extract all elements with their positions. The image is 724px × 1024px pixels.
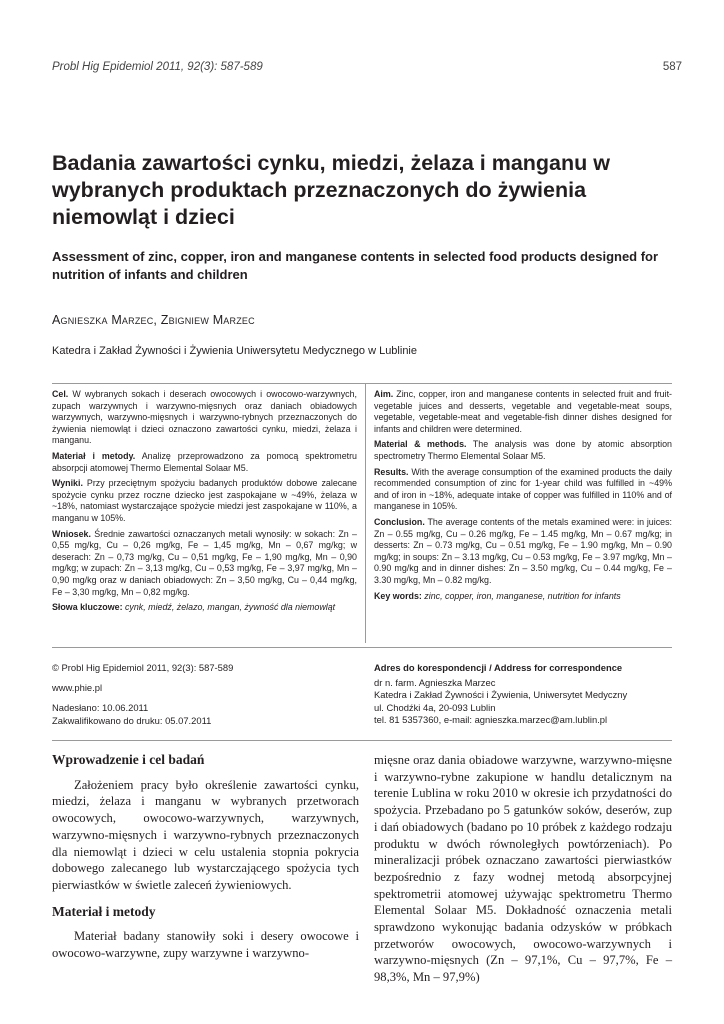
authors: Agnieszka Marzec, Zbigniew Marzec: [52, 313, 255, 327]
correspondence-name: dr n. farm. Agnieszka Marzec: [374, 677, 496, 689]
methods-paragraph: Materiał badany stanowiły soki i desery owocowe i owocowo-warzywne, zupy warzywne i warzywno-: [52, 929, 359, 961]
abstract-wniosek-label: Wniosek.: [52, 528, 91, 539]
article-metadata: [52, 662, 352, 727]
abstract-conclusion-text: The average contents of the metals examined were: in juices: Zn – 0.55 mg/kg, Cu – 0.26 mg/kg, Fe – 1.45 mg/kg, Mn – 0.67 mg/kg; in desserts: Zn – 0.73 mg/kg, Cu – 0.51 mg/kg, Fe – 1.90 mg/kg, Mn – 0.90 mg/kg; in soups: Zn – 3.13 mg/kg, Cu – 0.53 mg/kg, Fe – 3.97 mg/kg, Mn – 0.90 mg/kg and in dinner dishes: Zn – 3.50 mg/kg, Cu – 0.44 mg/kg, Fe – 3.30 mg/kg, Mn – 0.82 mg/kg.: [374, 516, 672, 585]
abstract-polish: [52, 389, 357, 618]
abstract-aim-text: Zinc, copper, iron and manganese contents in selected fruit and fruit-vegetable juices and desserts, vegetable and vegetable-meat soups, vegetable, vegetable-meat and vegetable-fish dinner dishes designed for infants and children were determined.: [374, 389, 672, 434]
body-top-rule: [52, 740, 672, 741]
keywords-en-label: Key words:: [374, 590, 422, 601]
abstract-aim-label: Aim.: [374, 389, 394, 399]
abstract-metody-text: Analizę przeprowadzono za pomocą spektrometru absorpcji atomowej Thermo Elemental Solaar M5.: [52, 450, 357, 473]
correspondence-heading: Adres do korespondencji / Address for correspondence: [374, 662, 623, 673]
abstract-methods-label: Material & methods.: [374, 439, 467, 450]
correspondence-street: ul. Chodźki 4a, 20-093 Lublin: [374, 701, 496, 713]
journal-citation: Probl Hig Epidemiol 2011, 92(3): 587-589: [52, 61, 263, 73]
body-column-right: [374, 752, 672, 986]
keywords-en-text: zinc, copper, iron, manganese, nutrition for infants: [421, 590, 621, 601]
abstract-wyniki-text: Przy przeciętnym spożyciu badanych produktów dobowe zalecane spożycie cynku przez roczne dziecko jest zaspokajane w ~49%, żelaza w ~18%, natomiast wystarczające spożycie miedzi jest zaspokajane w 110%, a manganu w 105%.: [52, 478, 357, 523]
page-number: 587: [662, 61, 682, 73]
website-link[interactable]: www.phie.pl: [52, 682, 103, 694]
abstract-conclusion-label: Conclusion.: [374, 516, 425, 527]
keywords-pl-text: cynk, miedź, żelazo, mangan, żywność dla niemowląt: [122, 602, 336, 613]
received-date: Nadesłano: 10.06.2011: [52, 702, 149, 714]
title-polish: Badania zawartości cynku, miedzi, żelaza i manganu w wybranych produktach przeznaczonych do żywienia niemowląt i dzieci: [52, 151, 610, 229]
correspondence-address: [374, 662, 672, 726]
abstract-results-label: Results.: [374, 466, 409, 477]
abstract-methods-text: The analysis was done by atomic absorption spectrometry Thermo Elemental Solaar M5.: [374, 439, 672, 461]
abstract-top-rule: [52, 383, 672, 384]
abstract-metody-label: Materiał i metody.: [52, 450, 136, 461]
keywords-pl-label: Słowa kluczowe:: [52, 602, 123, 613]
abstract-cel-text: W wybranych sokach i deserach owocowych i owocowo-warzywnych, zupach warzywnych i warzywno-mięsnych oraz daniach obiadowych warzywnych, warzywno-mięsnych i warzywno-rybnych przeznaczonych do żywienia niemowląt i dzieci oznaczono zawartości cynku, miedzi, żelaza i manganu.: [52, 389, 357, 446]
correspondence-institution: Katedra i Zakład Żywności i Żywienia, Uniwersytet Medyczny: [374, 689, 628, 701]
abstract-wyniki-label: Wyniki.: [52, 478, 83, 489]
methods-continued-paragraph: mięsne oraz dania obiadowe warzywne, warzywno-mięsne i warzywno-rybne zakupione w handlu detalicznym na terenie Lublina w roku 2010 w okresie ich przydatności do spożycia. Przebadano po 5 gatunków soków, deserów, zup i dań obiadowych (badano po 10 próbek z każdego rodzaju produktu w dwóch równoległych powtórzeniach). Po mineralizacji próbek oznaczano zawartości pierwiastków bezpośrednio z fazy wodnej metodą absorpcyjnej spektrometrii atomowej używając spektrometru Thermo Elemental Solaar M5. Dokładność oznaczenia metali sprawdzono wykonując badania odzysków w próbkach przetworów owocowych, owocowo-warzywnych i warzywno-mięsnych (Zn – 97,1%, Cu – 97,7%, Fe – 98,3%, Mn – 97,9%): [374, 753, 672, 985]
abstract-bottom-rule: [52, 647, 672, 648]
intro-paragraph: Założeniem pracy było określenie zawartości cynku, miedzi, żelaza i manganu w wybranych przetworach owocowych, owocowo-warzywnych, warzywnych, warzywno-mięsnych i warzywno-rybnych przeznaczonych dla niemowląt i dzieci w celu ustalenia stopnia pokrycia dobowego zalecanego lub wystarczającego spożycia tych pierwiastków w świetle zaleceń żywieniowych.: [52, 777, 359, 892]
affiliation: Katedra i Zakład Żywności i Żywienia Uniwersytetu Medycznego w Lublinie: [52, 345, 417, 357]
abstract-column-divider: [365, 383, 366, 643]
body-column-left: [52, 752, 359, 962]
copyright-line: © Probl Hig Epidemiol 2011, 92(3): 587-589: [52, 662, 234, 673]
accepted-date: Zakwalifikowano do druku: 05.07.2011: [52, 714, 212, 726]
title-english: Assessment of zinc, copper, iron and manganese contents in selected food products designed for nutrition of infants and children: [52, 249, 659, 282]
abstract-results-text: With the average consumption of the examined products the daily recommended consumption of zinc for 1-year child was fulfilled in ~49% and of iron in ~18%, adequate intake of copper was fulfilled in 110% and of manganese in 105%.: [374, 466, 672, 512]
correspondence-contact[interactable]: tel. 81 5357360, e-mail: agnieszka.marzec@am.lublin.pl: [374, 713, 608, 725]
section-heading-methods: Materiał i metody: [52, 903, 156, 919]
section-heading-intro: Wprowadzenie i cel badań: [52, 752, 205, 767]
abstract-cel-label: Cel.: [52, 389, 69, 399]
abstract-english: [374, 389, 672, 606]
abstract-wniosek-text: Średnie zawartości oznaczanych metali wynosiły: w sokach: Zn – 0,55 mg/kg, Cu – 0,26 mg/kg, Fe – 1,45 mg/kg, Mn – 0,67 mg/kg; w deserach: Zn – 0,73 mg/kg, Cu – 0,51 mg/kg, Fe – 1,90 mg/kg, Mn – 0,90 mg/kg; w zupach: Zn – 3,13 mg/kg, Cu – 0,53 mg/kg, Fe – 3,97 mg/kg, Mn – 0,90 mg/kg oraz w daniach obiadowych: Zn – 3,50 mg/kg, Cu – 0,44 mg/kg, Fe – 3,30 mg/kg, Mn – 0,82 mg/kg.: [52, 528, 357, 597]
